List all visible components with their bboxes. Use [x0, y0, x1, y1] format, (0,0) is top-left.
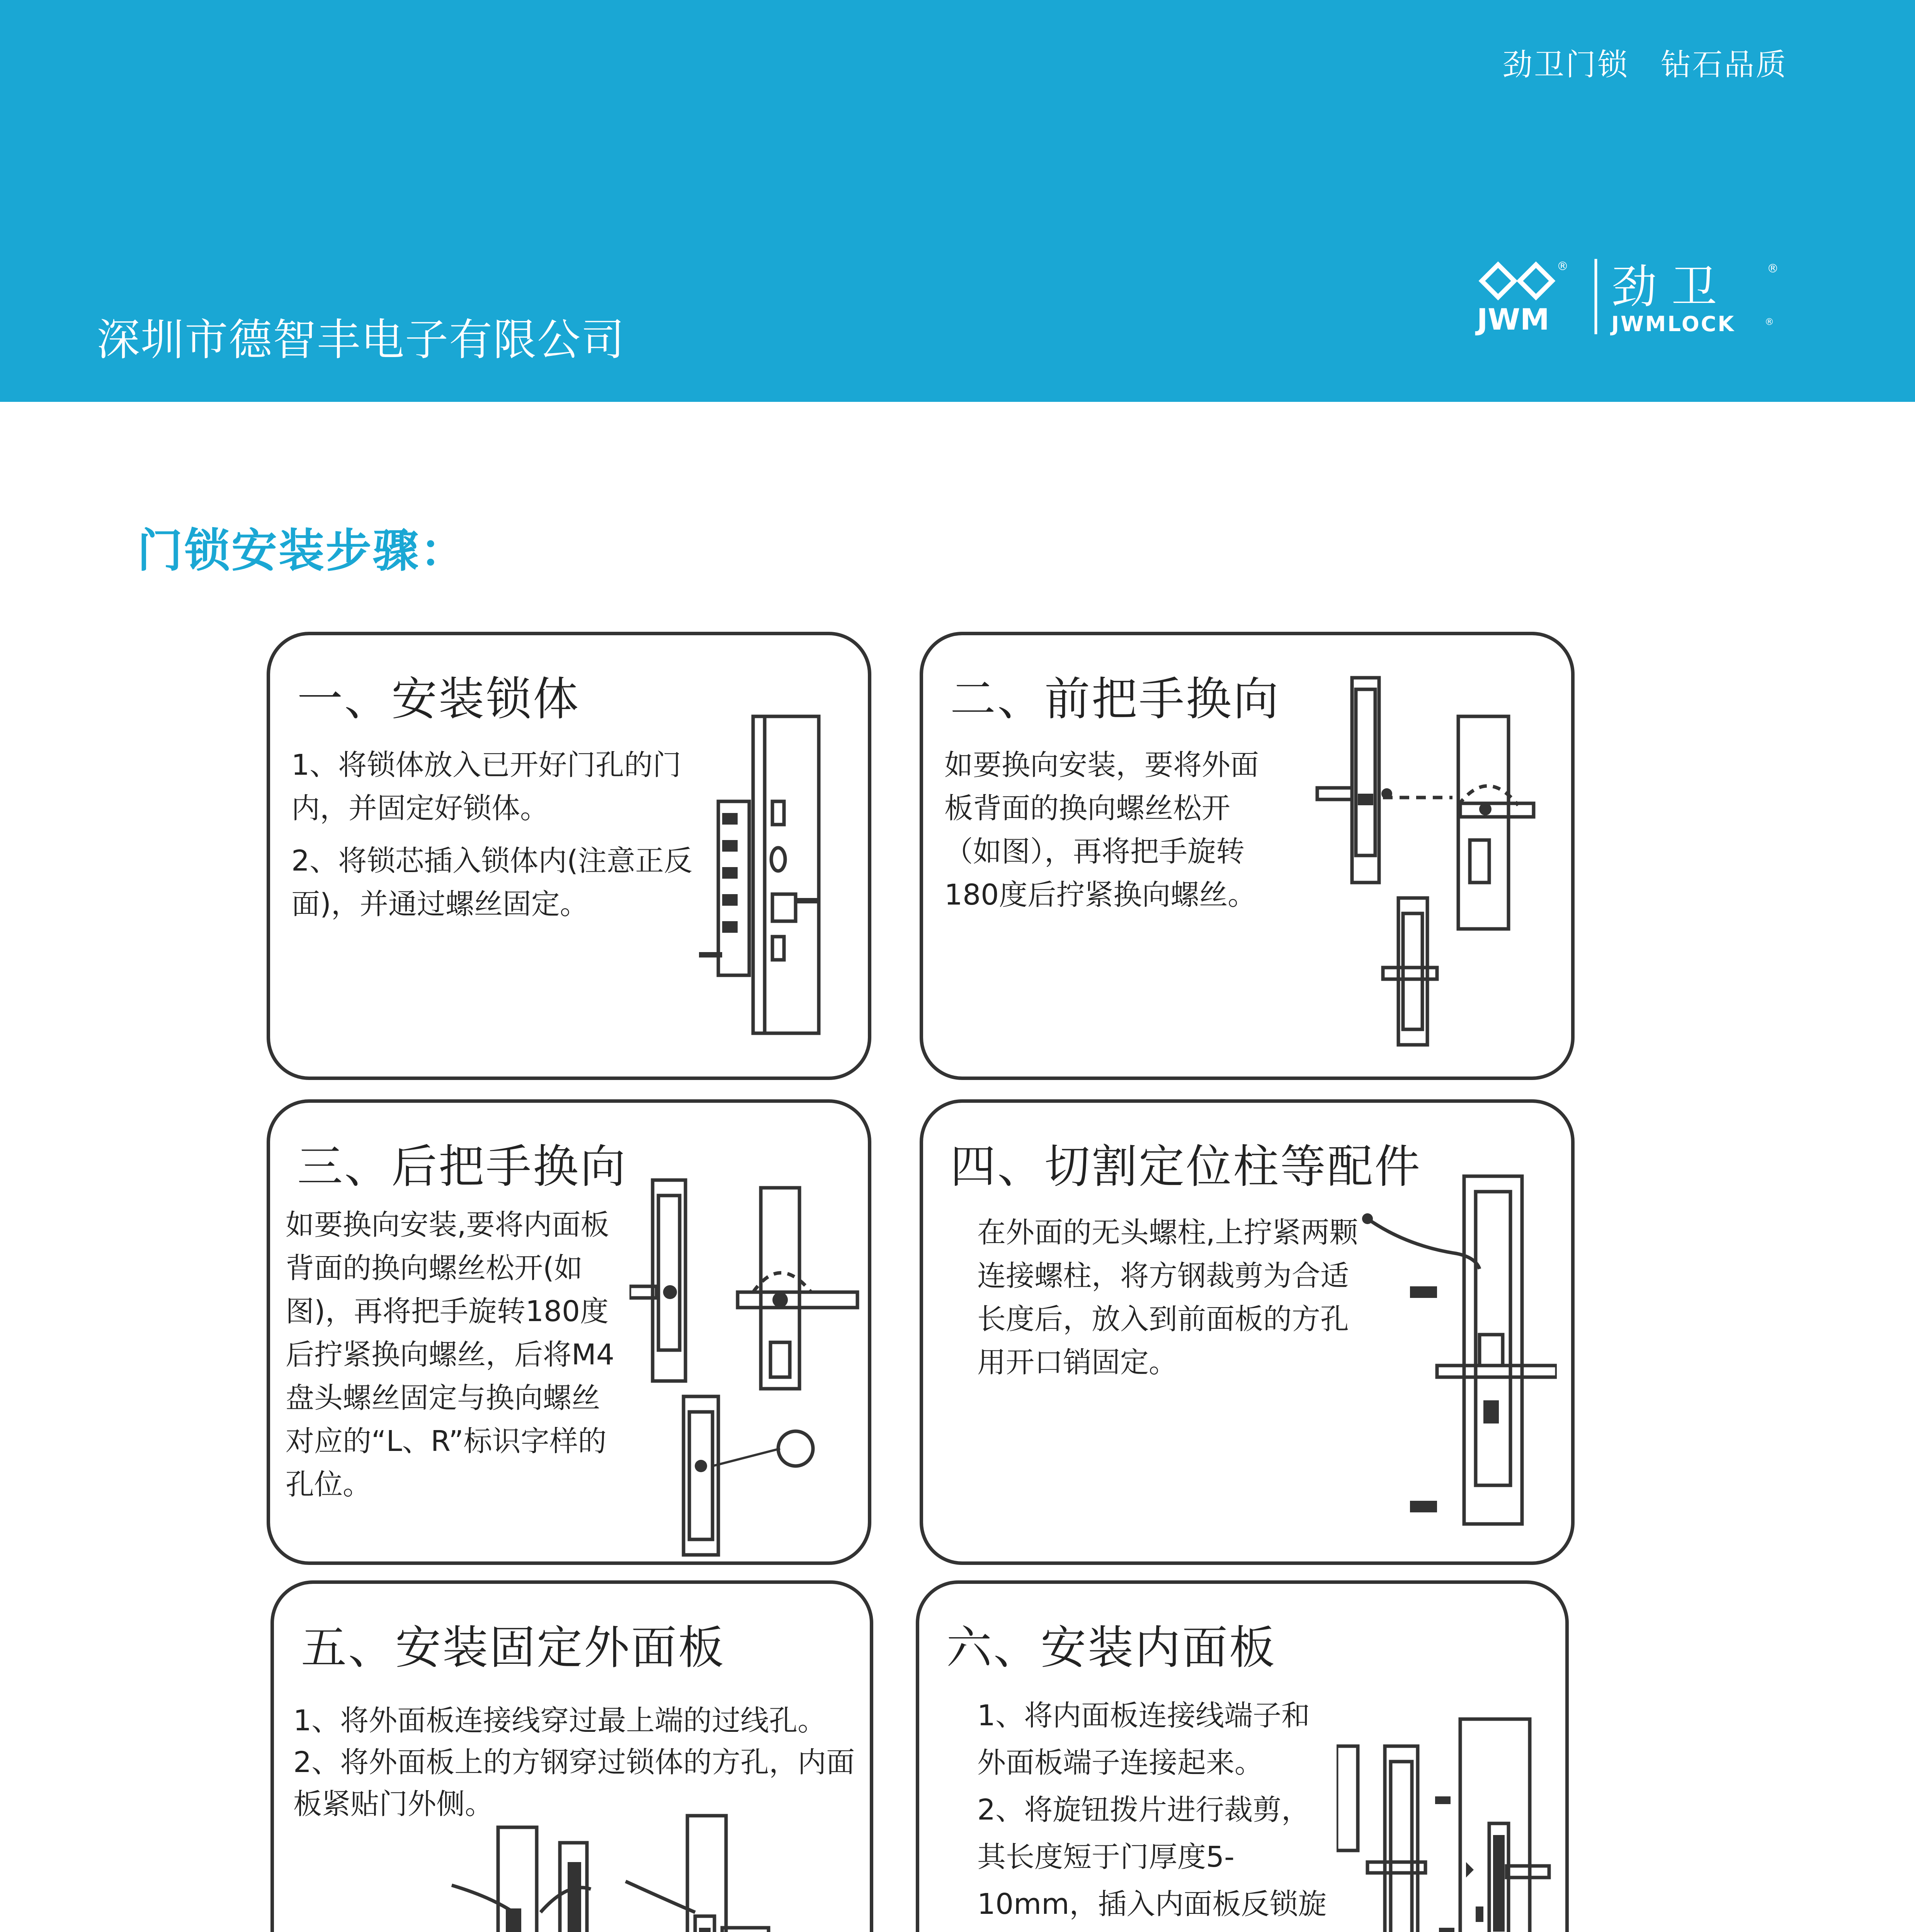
rear-handle-illustration	[629, 1168, 861, 1559]
step-title: 三、后把手换向	[297, 1140, 628, 1193]
cut-parts-illustration	[1360, 1168, 1557, 1551]
logo-jwm-text: JWM	[1477, 302, 1549, 337]
logo-reg-mark-1: ®	[1557, 260, 1568, 273]
inner-panel-illustration	[1337, 1711, 1561, 1932]
step-description	[293, 1700, 865, 1825]
step-card-6	[916, 1580, 1569, 1932]
page-header	[0, 0, 1915, 402]
logo-chinese-name: 劲 卫	[1611, 260, 1717, 313]
outer-panel-illustration	[444, 1812, 792, 1932]
step-paragraph: 1、将锁体放入已开好门孔的门内，并固定好锁体。	[291, 748, 682, 825]
step-description	[977, 1692, 1333, 1932]
step-title: 四、切割定位柱等配件	[950, 1140, 1422, 1193]
step-description	[944, 743, 1284, 926]
lock-body-illustration	[695, 713, 842, 1045]
step-paragraph: 2、将外面板上的方钢穿过锁体的方孔，内面板紧贴门外侧。	[293, 1746, 855, 1821]
jwm-logo	[1474, 257, 1791, 357]
step-title: 六、安装内面板	[946, 1621, 1277, 1674]
step-description	[286, 1203, 622, 1515]
step-description	[977, 1211, 1375, 1393]
step-title: 一、安装锁体	[297, 672, 580, 726]
step-paragraph: 如要换向安装，要将外面板背面的换向螺丝松开（如图），再将把手旋转180度后拧紧换向螺丝。	[944, 748, 1259, 912]
step-title: 二、前把手换向	[950, 672, 1281, 726]
step-paragraph: 如要换向安装,要将内面板背面的换向螺丝松开(如图)，再将把手旋转180度后拧紧换向螺丝，后将M4盘头螺丝固定与换向螺丝对应的“L、R”标识字样的孔位。	[286, 1208, 614, 1501]
logo-reg-mark-3: ®	[1765, 316, 1774, 327]
step-card-3	[267, 1099, 871, 1565]
step-paragraph: 在外面的无头螺柱,上拧紧两颗连接螺柱，将方钢裁剪为合适长度后，放入到前面板的方孔用开口销固定。	[977, 1216, 1358, 1379]
front-handle-illustration	[1306, 666, 1553, 1053]
header-tagline: 劲卫门锁 钻石品质	[1502, 48, 1787, 82]
step-paragraph: 1、将内面板连接线端子和外面板端子连接起来。	[977, 1699, 1310, 1779]
step-paragraph: 2、将旋钮拨片进行裁剪，其长度短于门厚度5-10mm，插入内面板反锁旋	[977, 1793, 1327, 1921]
company-name: 深圳市德智丰电子有限公司	[97, 315, 625, 365]
step-paragraph: 1、将外面板连接线穿过最上端的过线孔。	[293, 1704, 827, 1737]
section-title: 门锁安装步骤：	[137, 524, 468, 577]
step-card-4	[920, 1099, 1575, 1565]
step-card-1	[267, 632, 871, 1080]
logo-reg-mark-2: ®	[1767, 262, 1779, 276]
step-paragraph: 2、将锁芯插入锁体内(注意正反面)，并通过螺丝固定。	[291, 844, 692, 921]
logo-english-name: JWMLOCK	[1611, 312, 1736, 336]
step-card-2	[920, 632, 1575, 1080]
step-card-5	[270, 1580, 873, 1932]
step-description	[291, 743, 697, 935]
step-title: 五、安装固定外面板	[301, 1621, 726, 1674]
